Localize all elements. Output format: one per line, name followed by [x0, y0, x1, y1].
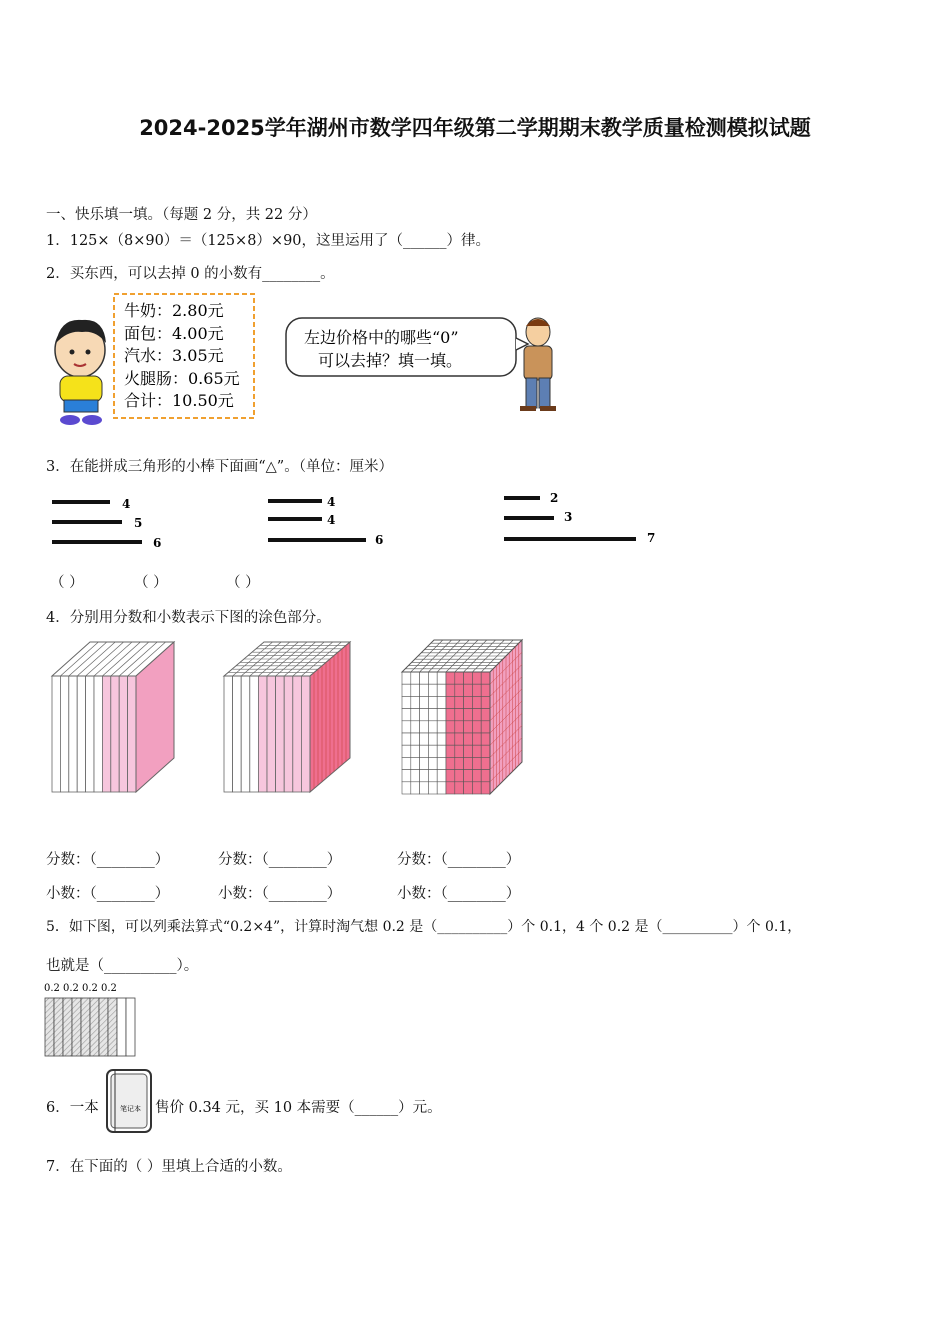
cube-cell	[464, 745, 473, 757]
cube-cell	[464, 696, 473, 708]
block-strip	[86, 676, 94, 792]
cube-cell	[472, 709, 481, 721]
question-1: 1．125×（8×90）＝（125×8）×90，这里运用了（______）律。	[46, 233, 491, 249]
block-column	[241, 676, 250, 792]
block-column	[276, 676, 285, 792]
cube-cell	[411, 709, 420, 721]
question-6-end: 售价 0.34 元，买 10 本需要（______）元。	[155, 1100, 442, 1116]
cube-cell	[420, 770, 429, 782]
decimal-blank[interactable]: 小数：（________）	[46, 886, 170, 902]
fraction-blank[interactable]: 分数：（________）	[397, 852, 521, 868]
notebook-icon	[103, 1066, 155, 1136]
price-item: 牛奶：2.80元	[124, 301, 224, 320]
cube-cell	[464, 770, 473, 782]
bubble-text-1: 左边价格中的哪些“0”	[304, 328, 459, 347]
cube-cell	[411, 672, 420, 684]
strip-cell	[81, 998, 90, 1056]
cube-cell	[446, 721, 455, 733]
cube-cell	[455, 684, 464, 696]
question-5-line-2: 也就是（__________）。	[46, 958, 199, 974]
cube-cell	[464, 672, 473, 684]
notebook-label: 笔记本	[120, 1105, 141, 1113]
cube-cell	[428, 757, 437, 769]
teacher-figure-icon	[520, 318, 556, 411]
cube-cell	[446, 782, 455, 794]
block-strip	[94, 676, 102, 792]
cube-cell	[437, 745, 446, 757]
block-columns-figure	[224, 642, 350, 792]
triangle-answer-blank[interactable]: （ ）	[226, 575, 260, 591]
cube-cell	[446, 757, 455, 769]
cube-cell	[437, 733, 446, 745]
triangle-answer-blank[interactable]: （ ）	[50, 575, 84, 591]
block-strip	[60, 676, 68, 792]
strip-cell	[54, 998, 63, 1056]
cube-cell	[402, 782, 411, 794]
cube-cell	[402, 709, 411, 721]
cube-cell	[472, 721, 481, 733]
q3-sticks	[46, 484, 686, 556]
cube-cell	[420, 733, 429, 745]
cube-cell	[481, 696, 490, 708]
cube-cell	[402, 721, 411, 733]
strip-cell	[126, 998, 135, 1056]
cube-cell	[481, 709, 490, 721]
cube-cell	[446, 696, 455, 708]
decimal-blank[interactable]: 小数：（________）	[397, 886, 521, 902]
cube-cell	[411, 745, 420, 757]
cube-cell	[411, 782, 420, 794]
stick-label: 2	[550, 491, 559, 505]
cube-cell	[437, 782, 446, 794]
cube-cell	[455, 770, 464, 782]
cube-cell	[437, 770, 446, 782]
cube-cell	[402, 696, 411, 708]
cube-cell	[411, 733, 420, 745]
cube-cell	[437, 672, 446, 684]
stick-label: 4	[327, 495, 336, 509]
cube-cell	[411, 696, 420, 708]
cube-cell	[420, 721, 429, 733]
cube-cell	[420, 672, 429, 684]
cube-cell	[402, 757, 411, 769]
fraction-blank[interactable]: 分数：（________）	[46, 852, 170, 868]
stick-label: 3	[564, 510, 573, 524]
cube-cell	[455, 672, 464, 684]
cube-cell	[464, 782, 473, 794]
cube-cell	[411, 721, 420, 733]
cube-cell	[472, 757, 481, 769]
cube-cell	[472, 672, 481, 684]
cube-cell	[455, 782, 464, 794]
cube-cell	[420, 709, 429, 721]
block-strips-figure	[52, 642, 174, 792]
cube-cell	[446, 684, 455, 696]
cube-cell	[472, 745, 481, 757]
section-heading: 一、快乐填一填。（每题 2 分，共 22 分）	[46, 207, 317, 223]
strip-cell	[108, 998, 117, 1056]
fraction-blank[interactable]: 分数：（________）	[218, 852, 342, 868]
cube-cell	[420, 782, 429, 794]
cube-cell	[437, 709, 446, 721]
strip-label: 0.2	[82, 983, 98, 994]
page-title: 2024-2025学年湖州市数学四年级第二学期期末教学质量检测模拟试题	[139, 116, 811, 140]
q5-strip-figure	[44, 980, 154, 1060]
cube-cell	[481, 770, 490, 782]
cube-cell	[481, 684, 490, 696]
block-column	[258, 676, 267, 792]
cube-cell	[446, 770, 455, 782]
stick-label: 6	[375, 533, 384, 547]
q4-blocks	[46, 632, 546, 804]
cube-cell	[464, 709, 473, 721]
price-item: 面包：4.00元	[124, 324, 224, 343]
cube-cell	[481, 672, 490, 684]
q2-illustration	[46, 288, 566, 428]
stick-group-1	[52, 497, 161, 550]
cube-cell	[464, 721, 473, 733]
cube-cell	[472, 684, 481, 696]
block-column	[293, 676, 302, 792]
cube-cell	[455, 733, 464, 745]
cube-cell	[402, 684, 411, 696]
cube-cell	[481, 733, 490, 745]
cube-cell	[472, 696, 481, 708]
block-strip	[128, 676, 136, 792]
cube-cell	[446, 745, 455, 757]
question-6-start: 6．一本	[46, 1100, 99, 1116]
question-3: 3．在能拼成三角形的小棒下面画“△”。（单位：厘米）	[46, 459, 393, 475]
question-4: 4．分别用分数和小数表示下图的涂色部分。	[46, 610, 331, 626]
question-2: 2．买东西，可以去掉 0 的小数有________。	[46, 266, 335, 282]
block-strip	[69, 676, 77, 792]
cube-cell	[428, 733, 437, 745]
cube-cell	[402, 770, 411, 782]
price-item: 合计：10.50元	[124, 391, 234, 410]
boy-figure-icon	[55, 320, 106, 425]
strip-cell	[45, 998, 54, 1056]
strip-label: 0.2	[44, 983, 60, 994]
cube-cell	[472, 733, 481, 745]
cube-cell	[420, 745, 429, 757]
cube-cell	[420, 696, 429, 708]
cube-cell	[437, 684, 446, 696]
cube-cell	[481, 757, 490, 769]
stick-label: 4	[327, 513, 336, 527]
cube-cell	[481, 745, 490, 757]
strip-label: 0.2	[63, 983, 79, 994]
block-column	[233, 676, 242, 792]
cube-cell	[437, 696, 446, 708]
block-column	[250, 676, 259, 792]
cube-cell	[481, 721, 490, 733]
block-strip	[77, 676, 85, 792]
stick-label: 6	[153, 536, 162, 550]
cube-cell	[411, 770, 420, 782]
strip-cell	[90, 998, 99, 1056]
strip-label: 0.2	[101, 983, 117, 994]
cube-cell	[428, 684, 437, 696]
cube-cell	[472, 770, 481, 782]
cube-cell	[455, 696, 464, 708]
cube-cell	[481, 782, 490, 794]
strip-cell	[117, 998, 126, 1056]
cube-cell	[411, 757, 420, 769]
cube-cell	[428, 721, 437, 733]
cube-cell	[402, 733, 411, 745]
cube-cell	[428, 672, 437, 684]
cube-cell	[428, 745, 437, 757]
bubble-text-2: 可以去掉？填一填。	[318, 351, 463, 370]
block-column	[301, 676, 310, 792]
cube-cell	[446, 709, 455, 721]
block-strip	[102, 676, 110, 792]
stick-label: 4	[122, 497, 131, 511]
decimal-blank[interactable]: 小数：（________）	[218, 886, 342, 902]
block-column	[224, 676, 233, 792]
stick-group-3	[504, 491, 655, 545]
cube-cell	[437, 757, 446, 769]
cube-cell	[446, 733, 455, 745]
cube-cell	[420, 757, 429, 769]
cube-cell	[428, 782, 437, 794]
question-7: 7．在下面的（ ）里填上合适的小数。	[46, 1159, 292, 1175]
strip-cell	[63, 998, 72, 1056]
cube-cell	[464, 684, 473, 696]
stick-group-2	[268, 495, 383, 547]
question-5-line-1: 5．如下图，可以列乘法算式“0.2×4”，计算时淘气想 0.2 是（__________）个 0.1，4 个 0.2 是（__________）个 0.1，	[46, 919, 802, 935]
cube-cell	[455, 757, 464, 769]
block-column	[267, 676, 276, 792]
price-item: 火腿肠：0.65元	[124, 369, 240, 388]
cube-cell	[455, 745, 464, 757]
block-column	[284, 676, 293, 792]
price-item: 汽水：3.05元	[124, 346, 224, 365]
stick-label: 5	[134, 516, 143, 530]
cube-cell	[464, 757, 473, 769]
cube-cell	[428, 709, 437, 721]
block-cubes-figure	[402, 640, 522, 794]
cube-cell	[464, 733, 473, 745]
cube-cell	[455, 721, 464, 733]
cube-cell	[472, 782, 481, 794]
cube-cell	[437, 721, 446, 733]
cube-cell	[420, 684, 429, 696]
cube-cell	[455, 709, 464, 721]
cube-cell	[428, 770, 437, 782]
cube-cell	[402, 745, 411, 757]
cube-cell	[411, 684, 420, 696]
strip-cell	[72, 998, 81, 1056]
cube-cell	[428, 696, 437, 708]
block-strip	[119, 676, 127, 792]
stick-label: 7	[647, 531, 656, 545]
cube-cell	[446, 672, 455, 684]
cube-cell	[402, 672, 411, 684]
block-strip	[111, 676, 119, 792]
triangle-answer-blank[interactable]: （ ）	[134, 575, 168, 591]
strip-cell	[99, 998, 108, 1056]
block-strip	[52, 676, 60, 792]
